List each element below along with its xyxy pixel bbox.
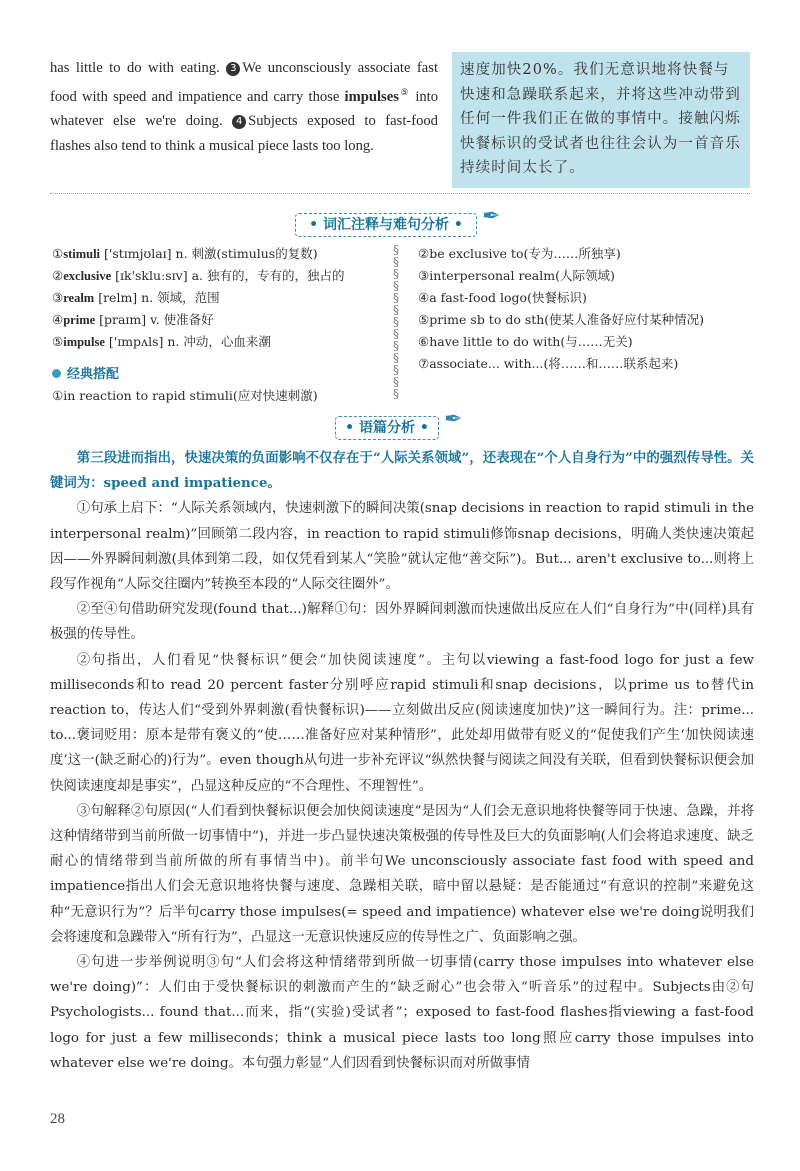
- phrase-item: ③interpersonal realm(人际领域): [418, 268, 615, 283]
- analysis-paragraph: ④句进一步举例说明③句“人们会将这种情绪带到所做一切事情(carry those impulses into whatever else we're doing)”：人们由于受快餐标识的刺激而产生的“缺乏耐心”也会带入“听音乐”的过程中。Subjects由②句Psychologists... found that...而来，指“(实验)受试者”；exposed to fast-food flashes指viewing a fast-food logo for just a few milliseconds；think a musical piece lasts too long照应carry those impulses into whatever else we're doing。本句强力彰显“人们因看到快餐标识而对所做事情: [50, 955, 754, 1071]
- analysis-section-title: • 语篇分析 •: [335, 416, 439, 440]
- vocab-section-title: • 词汇注释与难句分析 •: [295, 213, 477, 237]
- page-number: 28: [50, 1111, 65, 1127]
- vocab-item: ①stimuli ['stɪmjʊlaɪ] n. 刺激(stimulus的复数): [52, 246, 318, 261]
- analysis-paragraph: ①句承上启下：“人际关系领域内，快速刺激下的瞬间决策(snap decisions in reaction to rapid stimuli in the interpersonal realm)”回顾第二段内容，in reaction to rapid stimuli修饰snap decisions，明确人类快速决策起因——外界瞬间刺激(具体到第二段，如仅凭看到某人“笑脸”就认定他“善交际”)。But... aren't exclusive to...则将上段写作视角“人际交往圈内”转换至本段的“人际交往圈外”。: [50, 501, 754, 593]
- analysis-paragraph: ②句指出，人们看见“快餐标识”便会“加快阅读速度”。主句以viewing a fast-food logo for just a few milliseconds和to read 20 percent faster分别呼应rapid stimuli和snap decisions，以prime us to替代in reaction to，传达人们“受到外界刺激(看快餐标识)——立刻做出反应(阅读速度加快)”这一瞬间行为。注：prime... to...褒词贬用：原本是带有褒义的“使……准备好应对某种情形”，此处却用做带有贬义的“促使我们产生‘加快阅读速度’这一(缺乏耐心的)行为”。even though从句进一步补充评议“纵然快餐与阅读之间没有关联，但看到快餐标识便会加快阅读速度却是事实”，凸显这种反应的“不合理性、不理智性”。: [50, 652, 754, 794]
- vocab-item: ②exclusive [ɪk'skluːsɪv] a. 独有的，专有的，独占的: [52, 268, 345, 283]
- analysis-paragraph: ②至④句借助研究发现(found that...)解释①句：因外界瞬间刺激而快速做出反应在人们“自身行为”中(同样)具有极强的传导性。: [50, 602, 754, 643]
- sentence-2-end: has little to do with eating.: [50, 60, 220, 76]
- pen-icon: ✒: [444, 407, 463, 432]
- vocab-item: ④prime [praɪm] v. 使准备好: [52, 312, 214, 327]
- vocab-item: ⑤impulse ['ɪmpʌls] n. 冲动，心血来潮: [52, 334, 271, 349]
- classic-collocation-item: ①in reaction to rapid stimuli(应对快速刺激): [52, 388, 318, 403]
- classic-collocation-heading: 经典搭配: [52, 363, 119, 382]
- sentence-3b: into whatever else we're doing.: [50, 89, 439, 130]
- phrase-item: ⑥have little to do with(与……无关): [418, 334, 633, 349]
- keyword-impulses: impulses: [344, 89, 399, 106]
- phrase-item: ④a fast-food logo(快餐标识): [418, 290, 587, 305]
- translation-text: 速度加快20%。我们无意识地将快餐与快速和急躁联系起来，并将这些冲动带到任何一件我们正在做的事情中。接触闪烁快餐标识的受试者也往往会认为一首音乐持续时间太长了。: [460, 62, 741, 176]
- sentence-number-4: 4: [232, 115, 246, 129]
- bullet-icon: [52, 369, 61, 378]
- vocab-item: ③realm [relm] n. 领域，范围: [52, 290, 220, 305]
- sentence-4: Subjects exposed to fast-food flashes also tend to think a musical piece lasts too long.: [50, 113, 438, 154]
- article-excerpt: [50, 56, 438, 158]
- footnote-marker: ⑤: [398, 87, 411, 98]
- wavy-divider: § § § § § § § § § § § § §: [393, 244, 399, 400]
- analysis-paragraph: ③句解释②句原因(“人们看到快餐标识便会加快阅读速度”是因为“人们会无意识地将快餐等同于快速、急躁，并将这种情绪带到当前所做一切事情中”)，并进一步凸显快速决策极强的传导性及巨大的负面影响(人们会将追求速度、缺乏耐心的情绪带到当前所做的所有事情当中)。前半句We unconsciously associate fast food with speed and impatience指出人们会无意识地将快餐与速度、急躁相关联，暗中留以悬疑：是否能通过“有意识的控制”来避免这种“无意识行为”？后半句carry those impulses(= speed and impatience) whatever else we're doing说明我们会将速度和急躁带入“所有行为”，凸显这一无意识快速反应的传导性之广、负面影响之强。: [50, 803, 754, 945]
- analysis-intro: 第三段进而指出，快速决策的负面影响不仅存在于“人际关系领域”，还表现在“个人自身行为”中的强烈传导性。关键词为：speed and impatience。: [50, 450, 754, 492]
- phrase-item: ⑦associate... with...(将……和……联系起来): [418, 356, 679, 371]
- sentence-3a: We unconsciously associate fast food with speed and impatience and carry those: [50, 60, 438, 106]
- sentence-number-3: 3: [226, 62, 240, 76]
- dotted-separator: [50, 193, 750, 194]
- phrase-item: ②be exclusive to(专为……所独享): [418, 246, 621, 261]
- discourse-analysis: [50, 446, 754, 1076]
- pen-icon: ✒: [482, 204, 501, 229]
- translation-box: [452, 52, 750, 188]
- phrase-list-right: [418, 243, 758, 375]
- phrase-item: ⑤prime sb to do sth(使某人准备好应付某种情况): [418, 312, 705, 327]
- vocab-list-left: [52, 243, 372, 353]
